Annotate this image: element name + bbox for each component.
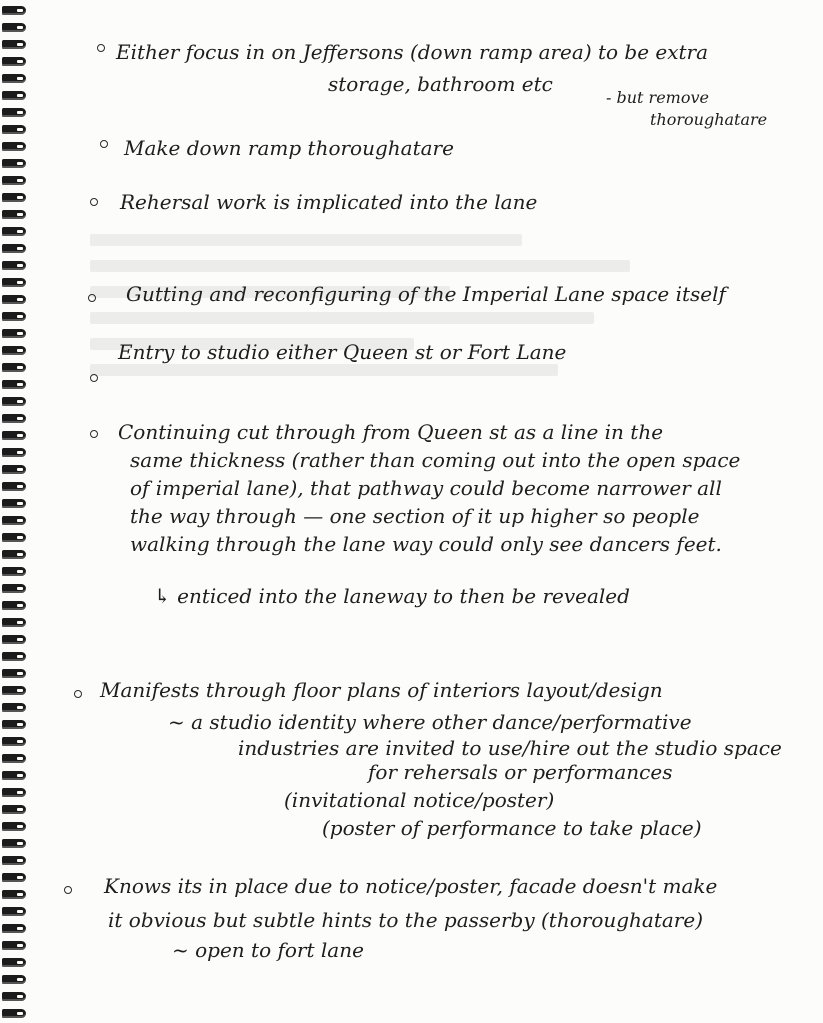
note-6-line-5: walking through the lane way could only see dancers feet. <box>130 532 722 556</box>
note-7-line-2: ~ a studio identity where other dance/performative <box>168 710 692 734</box>
spiral-ring <box>2 992 26 1001</box>
spiral-ring <box>2 380 26 389</box>
note-6-line-1: Continuing cut through from Queen st as a line in the <box>118 420 664 444</box>
spiral-ring <box>2 924 26 933</box>
note-6-line-2: same thickness (rather than coming out into the open space <box>130 448 741 472</box>
bullet <box>97 44 105 52</box>
spiral-ring <box>2 74 26 83</box>
note-6-line-3: of imperial lane), that pathway could become narrower all <box>130 476 722 500</box>
spiral-ring <box>2 482 26 491</box>
spiral-ring <box>2 907 26 916</box>
spiral-ring <box>2 23 26 32</box>
spiral-ring <box>2 703 26 712</box>
spiral-ring <box>2 261 26 270</box>
note-8-line-3: ~ open to fort lane <box>172 938 364 962</box>
spiral-ring <box>2 448 26 457</box>
spiral-ring <box>2 125 26 134</box>
spiral-ring <box>2 771 26 780</box>
spiral-ring <box>2 159 26 168</box>
spiral-ring <box>2 890 26 899</box>
spiral-ring <box>2 346 26 355</box>
spiral-ring <box>2 1009 26 1018</box>
spiral-ring <box>2 397 26 406</box>
spiral-ring <box>2 193 26 202</box>
spiral-binding <box>0 0 30 1023</box>
spiral-ring <box>2 414 26 423</box>
spiral-ring <box>2 6 26 15</box>
note-1-line-2: storage, bathroom etc <box>328 72 553 96</box>
bullet <box>90 374 98 382</box>
spiral-ring <box>2 839 26 848</box>
note-7-line-1: Manifests through floor plans of interiors layout/design <box>100 678 663 702</box>
spiral-ring <box>2 550 26 559</box>
bullet <box>74 690 82 698</box>
note-6-arrow-line: ↳ enticed into the laneway to then be revealed <box>154 584 630 608</box>
spiral-ring <box>2 431 26 440</box>
spiral-ring <box>2 737 26 746</box>
spiral-ring <box>2 312 26 321</box>
spiral-ring <box>2 363 26 372</box>
spiral-ring <box>2 635 26 644</box>
spiral-ring <box>2 686 26 695</box>
spiral-ring <box>2 108 26 117</box>
spiral-ring <box>2 142 26 151</box>
spiral-ring <box>2 601 26 610</box>
bullet <box>100 140 108 148</box>
spiral-ring <box>2 516 26 525</box>
note-7-line-5: (invitational notice/poster) <box>284 788 555 812</box>
note-1-aside-line-2: thoroughatare <box>650 110 768 129</box>
spiral-ring <box>2 176 26 185</box>
spiral-ring <box>2 329 26 338</box>
spiral-ring <box>2 40 26 49</box>
note-5-line-1: Entry to studio either Queen st or Fort Lane <box>118 340 567 364</box>
spiral-ring <box>2 244 26 253</box>
note-6-line-4: the way through — one section of it up higher so people <box>130 504 700 528</box>
spiral-ring <box>2 805 26 814</box>
note-7-line-3: industries are invited to use/hire out the studio space <box>238 736 782 760</box>
bullet <box>90 430 98 438</box>
spiral-ring <box>2 465 26 474</box>
note-2-line-1: Make down ramp thoroughatare <box>124 136 454 160</box>
spiral-ring <box>2 873 26 882</box>
spiral-ring <box>2 567 26 576</box>
bullet <box>88 294 96 302</box>
spiral-ring <box>2 227 26 236</box>
spiral-ring <box>2 618 26 627</box>
spiral-ring <box>2 584 26 593</box>
bullet <box>64 886 72 894</box>
spiral-ring <box>2 941 26 950</box>
note-1-aside-line-1: - but remove <box>606 88 709 107</box>
note-7-line-4: for rehersals or performances <box>368 760 673 784</box>
spiral-ring <box>2 57 26 66</box>
spiral-ring <box>2 499 26 508</box>
spiral-ring <box>2 669 26 678</box>
spiral-ring <box>2 295 26 304</box>
spiral-ring <box>2 856 26 865</box>
note-1-line-1: Either focus in on Jeffersons (down ramp area) to be extra <box>116 40 709 64</box>
spiral-ring <box>2 754 26 763</box>
spiral-ring <box>2 652 26 661</box>
spiral-ring <box>2 91 26 100</box>
spiral-ring <box>2 822 26 831</box>
note-7-line-6: (poster of performance to take place) <box>322 816 702 840</box>
spiral-ring <box>2 720 26 729</box>
spiral-ring <box>2 788 26 797</box>
spiral-ring <box>2 975 26 984</box>
spiral-ring <box>2 533 26 542</box>
note-8-line-1: Knows its in place due to notice/poster, facade doesn't make <box>104 874 718 898</box>
spiral-ring <box>2 210 26 219</box>
note-3-line-1: Rehersal work is implicated into the lane <box>120 190 538 214</box>
note-8-line-2: it obvious but subtle hints to the passerby (thoroughatare) <box>108 908 704 932</box>
spiral-ring <box>2 278 26 287</box>
spiral-ring <box>2 958 26 967</box>
bullet <box>90 198 98 206</box>
note-4-line-1: Gutting and reconfiguring of the Imperial Lane space itself <box>126 282 726 306</box>
